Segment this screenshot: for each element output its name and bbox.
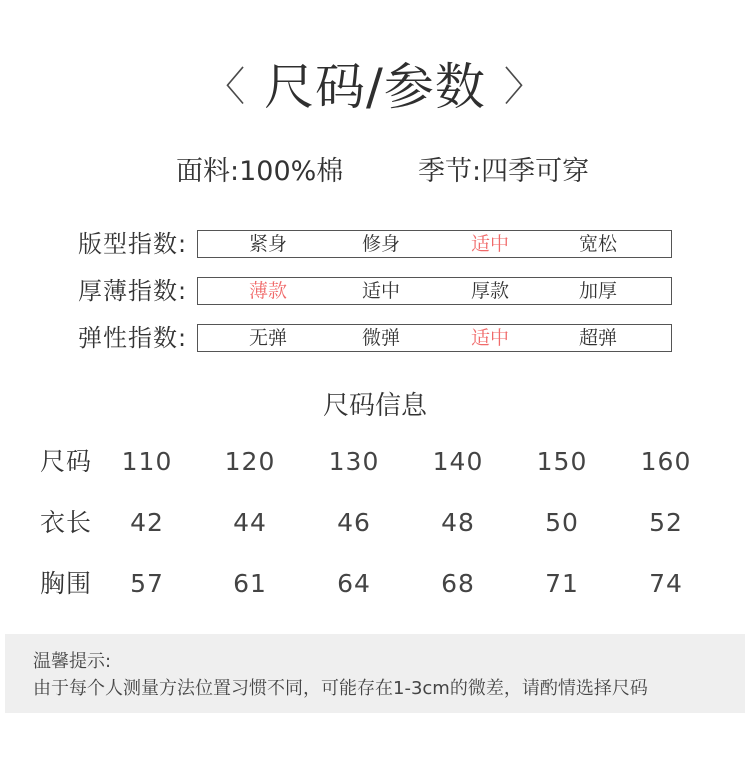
index-option: 厚款 <box>470 280 509 302</box>
table-cell: 57 <box>130 569 164 598</box>
chevron-right-icon[interactable]: 〉 <box>503 64 545 110</box>
index-option: 宽松 <box>578 233 617 255</box>
table-cell: 64 <box>337 569 371 598</box>
table-cell: 44 <box>233 508 267 537</box>
table-cell: 42 <box>130 508 164 537</box>
index-option: 微弹 <box>361 327 400 349</box>
table-cell: 74 <box>649 569 683 598</box>
notice-title: 温馨提示: <box>33 651 112 672</box>
index-option: 薄款 <box>248 280 287 302</box>
page-title <box>0 52 750 122</box>
size-info-title: 尺码信息 <box>322 391 427 421</box>
table-row <box>0 566 750 602</box>
index-option: 适中 <box>470 327 509 349</box>
index-option: 无弹 <box>248 327 287 349</box>
index-option: 超弹 <box>578 327 617 349</box>
index-label: 弹性指数: <box>78 324 188 352</box>
fabric-season-row <box>0 152 750 192</box>
index-option: 适中 <box>361 280 400 302</box>
index-option: 修身 <box>361 233 400 255</box>
index-label: 厚薄指数: <box>78 277 188 305</box>
season-text: 季节:四季可穿 <box>418 156 590 187</box>
table-row-header: 尺码 <box>40 447 93 476</box>
table-cell: 160 <box>640 447 692 476</box>
table-cell: 110 <box>121 447 173 476</box>
chevron-left-icon[interactable]: 〈 <box>205 64 247 110</box>
table-cell: 130 <box>328 447 380 476</box>
table-cell: 52 <box>649 508 683 537</box>
table-row <box>0 444 750 480</box>
table-cell: 48 <box>441 508 475 537</box>
table-cell: 140 <box>432 447 484 476</box>
index-scale-box <box>197 277 672 305</box>
table-cell: 120 <box>224 447 276 476</box>
table-row-header: 衣长 <box>40 508 93 537</box>
index-label: 版型指数: <box>78 230 188 258</box>
table-row-header: 胸围 <box>40 569 93 598</box>
index-scale-box <box>197 230 672 258</box>
index-option: 适中 <box>470 233 509 255</box>
notice-box <box>5 634 745 713</box>
table-cell: 68 <box>441 569 475 598</box>
notice-text: 由于每个人测量方法位置习惯不同，可能存在1-3cm的微差，请酌情选择尺码 <box>33 678 648 699</box>
index-row <box>0 228 750 262</box>
index-row <box>0 322 750 356</box>
table-cell: 50 <box>545 508 579 537</box>
table-cell: 150 <box>536 447 588 476</box>
table-cell: 46 <box>337 508 371 537</box>
index-option: 加厚 <box>578 280 617 302</box>
page-title-text: 尺码/参数 <box>264 58 486 116</box>
table-cell: 61 <box>233 569 267 598</box>
index-option: 紧身 <box>248 233 287 255</box>
index-scale-box <box>197 324 672 352</box>
table-cell: 71 <box>545 569 579 598</box>
fabric-text: 面料:100%棉 <box>176 156 344 187</box>
table-row <box>0 505 750 541</box>
index-row <box>0 275 750 309</box>
